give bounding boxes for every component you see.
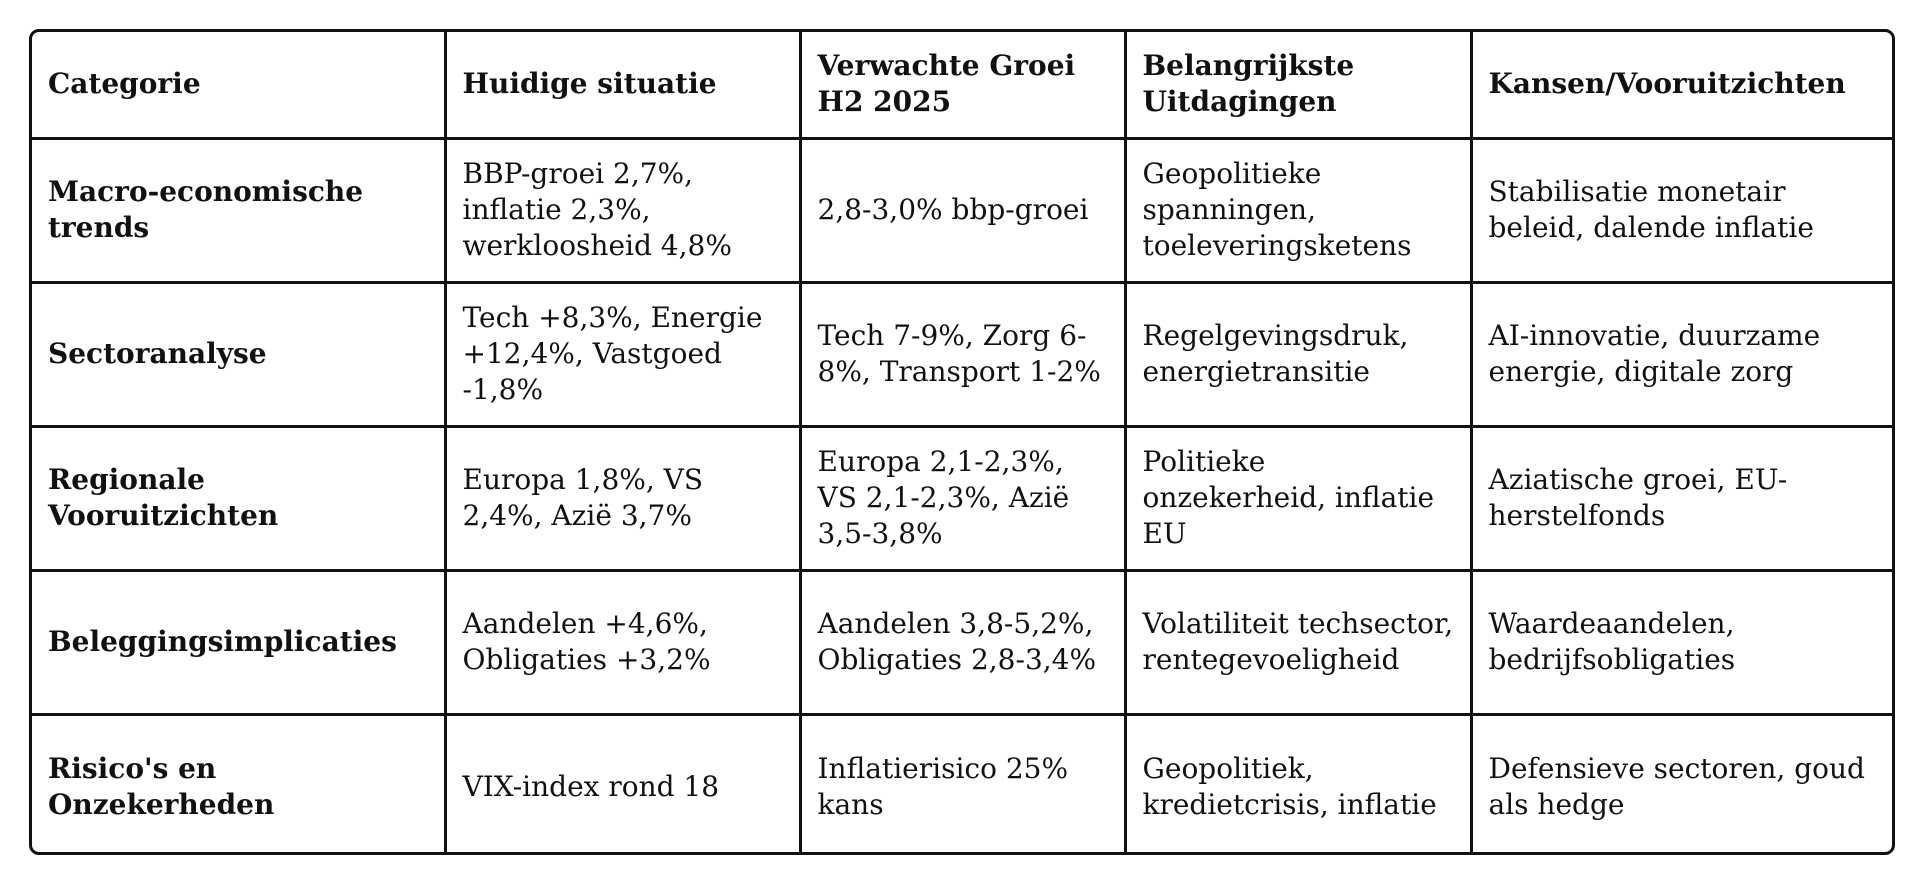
- cell-huidige-situatie: Aandelen +4,6%, Obligaties +3,2%: [445, 570, 800, 714]
- cell-huidige-situatie: Tech +8,3%, Energie +12,4%, Vastgoed -1,8%: [445, 282, 800, 426]
- outlook-table: [32, 32, 1892, 855]
- table-row: [32, 570, 1892, 714]
- table-row: [32, 714, 1892, 855]
- row-category: Beleggingsimplicaties: [32, 570, 445, 714]
- header-huidige-situatie: Huidige situatie: [445, 32, 800, 138]
- table-row: [32, 282, 1892, 426]
- cell-kansen: AI-innovatie, duurzame energie, digitale zorg: [1471, 282, 1892, 426]
- cell-uitdagingen: Regelgevingsdruk, energietransitie: [1125, 282, 1471, 426]
- cell-huidige-situatie: Europa 1,8%, VS 2,4%, Azië 3,7%: [445, 426, 800, 570]
- row-category: Macro-economische trends: [32, 138, 445, 282]
- cell-huidige-situatie: BBP-groei 2,7%, inflatie 2,3%, werkloosheid 4,8%: [445, 138, 800, 282]
- row-category: Risico's en Onzekerheden: [32, 714, 445, 855]
- table-row: [32, 138, 1892, 282]
- outlook-table-container: [29, 29, 1895, 855]
- row-category: Sectoranalyse: [32, 282, 445, 426]
- table-header-row: [32, 32, 1892, 138]
- cell-verwachte-groei: Aandelen 3,8-5,2%, Obligaties 2,8-3,4%: [800, 570, 1125, 714]
- cell-kansen: Defensieve sectoren, goud als hedge: [1471, 714, 1892, 855]
- cell-uitdagingen: Geopolitiek, kredietcrisis, inflatie: [1125, 714, 1471, 855]
- header-categorie: Categorie: [32, 32, 445, 138]
- header-kansen: Kansen/Vooruitzichten: [1471, 32, 1892, 138]
- cell-verwachte-groei: Europa 2,1-2,3%, VS 2,1-2,3%, Azië 3,5-3,8%: [800, 426, 1125, 570]
- cell-verwachte-groei: 2,8-3,0% bbp-groei: [800, 138, 1125, 282]
- header-uitdagingen: Belangrijkste Uitdagingen: [1125, 32, 1471, 138]
- cell-kansen: Waardeaandelen, bedrijfsobligaties: [1471, 570, 1892, 714]
- cell-uitdagingen: Politieke onzekerheid, inflatie EU: [1125, 426, 1471, 570]
- table-row: [32, 426, 1892, 570]
- cell-huidige-situatie: VIX-index rond 18: [445, 714, 800, 855]
- cell-kansen: Stabilisatie monetair beleid, dalende inflatie: [1471, 138, 1892, 282]
- header-verwachte-groei: Verwachte Groei H2 2025: [800, 32, 1125, 138]
- row-category: Regionale Vooruitzichten: [32, 426, 445, 570]
- cell-verwachte-groei: Inflatierisico 25% kans: [800, 714, 1125, 855]
- cell-kansen: Aziatische groei, EU-herstelfonds: [1471, 426, 1892, 570]
- cell-uitdagingen: Geopolitieke spanningen, toeleveringsketens: [1125, 138, 1471, 282]
- cell-uitdagingen: Volatiliteit techsector, rentegevoeligheid: [1125, 570, 1471, 714]
- cell-verwachte-groei: Tech 7-9%, Zorg 6-8%, Transport 1-2%: [800, 282, 1125, 426]
